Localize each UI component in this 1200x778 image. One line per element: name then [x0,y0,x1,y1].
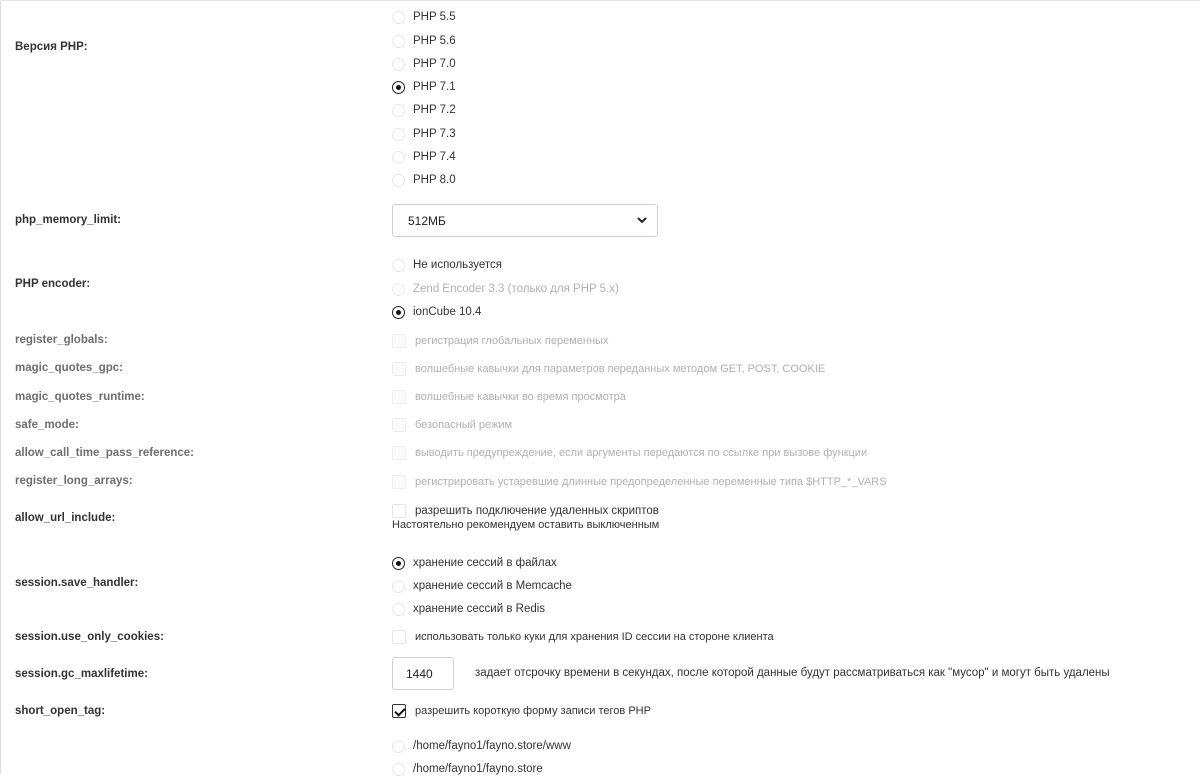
magic-quotes-gpc-checkbox [392,360,825,378]
register-long-arrays-label: register_long_arrays: [15,475,133,487]
php-version-option[interactable] [392,171,456,189]
allow-call-time-label: allow_call_time_pass_reference: [15,447,194,459]
checkbox-disabled-icon [392,390,406,404]
php-version-option-selected[interactable] [392,78,456,96]
checkbox-label: выводить предупреждение, если аргументы передаются по ссылке при вызове функции [415,447,868,459]
gc-maxlifetime-input[interactable] [392,657,454,690]
gc-maxlifetime-value: 1440 [406,666,433,681]
memory-limit-select[interactable] [392,204,658,237]
option-label: Не используется [413,259,503,271]
radio-icon[interactable] [392,11,405,24]
php-version-option[interactable] [392,32,456,50]
gc-maxlifetime-description: задает отсрочку времени в секундах, после которой данные будут рассматриваться как "мусор" и могут быть удалены [475,667,1110,679]
path-option[interactable] [392,737,571,755]
checkbox-icon[interactable] [392,630,406,644]
php-version-option[interactable] [392,125,456,143]
radio-icon[interactable] [392,259,405,272]
option-label: хранение сессий в Redis [413,603,546,615]
allow-url-include-label: allow_url_include: [15,512,116,524]
checkbox-label: регистрация глобальных переменных [415,335,609,347]
php-version-option[interactable] [392,101,456,119]
radio-icon[interactable] [392,104,405,117]
session-save-handler-label: session.save_handler: [15,577,139,589]
option-label: ionCube 10.4 [413,306,482,318]
save-handler-option[interactable] [392,600,545,618]
option-label: /home/fayno1/fayno.store/www [413,740,571,752]
radio-icon[interactable] [392,35,405,48]
encoder-option-selected[interactable] [392,303,481,321]
allow-url-include-checkbox[interactable] [392,502,659,520]
register-globals-checkbox [392,332,608,350]
checkbox-label: безопасный режим [415,419,513,431]
magic-quotes-runtime-label: magic_quotes_runtime: [15,391,145,403]
checkbox-label: волшебные кавычки для параметров переданных методом GET, POST, COOKIE [415,363,826,375]
gc-maxlifetime-label: session.gc_maxlifetime: [15,668,148,680]
option-label: PHP 7.0 [413,58,456,70]
radio-icon[interactable] [392,174,405,187]
register-globals-label: register_globals: [15,334,108,346]
radio-selected-icon[interactable] [392,81,405,94]
radio-icon[interactable] [392,151,405,164]
option-label: PHP 7.1 [413,81,456,93]
top-border [0,0,1200,1]
radio-icon[interactable] [392,740,405,753]
option-label: Zend Encoder 3.3 (только для PHP 5.x) [413,283,619,295]
checkbox-disabled-icon [392,475,406,489]
checkbox-disabled-icon [392,446,406,460]
checkbox-label: использовать только куки для хранения ID сессии на стороне клиента [415,631,774,643]
option-label: PHP 7.3 [413,128,456,140]
checkbox-disabled-icon [392,362,406,376]
memory-limit-label: php_memory_limit: [15,214,122,226]
left-border [0,0,1,774]
encoder-option[interactable] [392,256,502,274]
safe-mode-label: safe_mode: [15,419,79,431]
option-label: /home/fayno1/fayno.store [413,763,543,775]
radio-selected-icon[interactable] [392,557,405,570]
path-option[interactable] [392,760,543,778]
allow-url-include-note: Настоятельно рекомендуем оставить выключенным [392,519,660,531]
option-label: хранение сессий в Memcache [413,580,572,592]
php-version-option[interactable] [392,148,456,166]
encoder-option-disabled [392,280,619,298]
option-label: PHP 7.4 [413,151,456,163]
php-encoder-label: PHP encoder: [15,278,91,290]
option-label: PHP 5.6 [413,35,456,47]
php-version-option[interactable] [392,8,456,26]
checkbox-label: разрешить подключение удаленных скриптов [415,505,659,517]
checkbox-disabled-icon [392,334,406,348]
magic-quotes-runtime-checkbox [392,388,626,406]
allow-call-time-checkbox [392,444,867,462]
checkbox-icon[interactable] [392,504,406,518]
php-version-option[interactable] [392,55,456,73]
php-version-label: Версия PHP: [15,41,88,53]
radio-icon[interactable] [392,603,405,616]
option-label: хранение сессий в файлах [413,557,557,569]
save-handler-option[interactable] [392,577,572,595]
save-handler-option-selected[interactable] [392,554,557,572]
short-open-tag-label: short_open_tag: [15,705,106,717]
checkbox-label: волшебные кавычки во время просмотра [415,391,626,403]
option-label: PHP 7.2 [413,104,456,116]
use-only-cookies-checkbox[interactable] [392,628,774,646]
radio-icon[interactable] [392,128,405,141]
option-label: PHP 8.0 [413,174,456,186]
checkbox-disabled-icon [392,418,406,432]
checkbox-label: разрешить короткую форму записи тегов PHP [415,705,651,717]
checkbox-label: регистрировать устаревшие длинные предопределенные переменные типа $HTTP_*_VARS [415,476,887,488]
memory-limit-value: 512МБ [408,213,446,228]
radio-icon[interactable] [392,580,405,593]
magic-quotes-gpc-label: magic_quotes_gpc: [15,362,123,374]
register-long-arrays-checkbox [392,473,887,491]
checkmark-icon[interactable] [392,704,406,718]
radio-disabled-icon [392,283,405,296]
radio-selected-icon[interactable] [392,306,405,319]
radio-icon[interactable] [392,58,405,71]
safe-mode-checkbox [392,416,512,434]
chevron-down-icon [636,215,648,225]
use-only-cookies-label: session.use_only_cookies: [15,631,164,643]
option-label: PHP 5.5 [413,11,456,23]
short-open-tag-checkbox[interactable] [392,702,651,720]
